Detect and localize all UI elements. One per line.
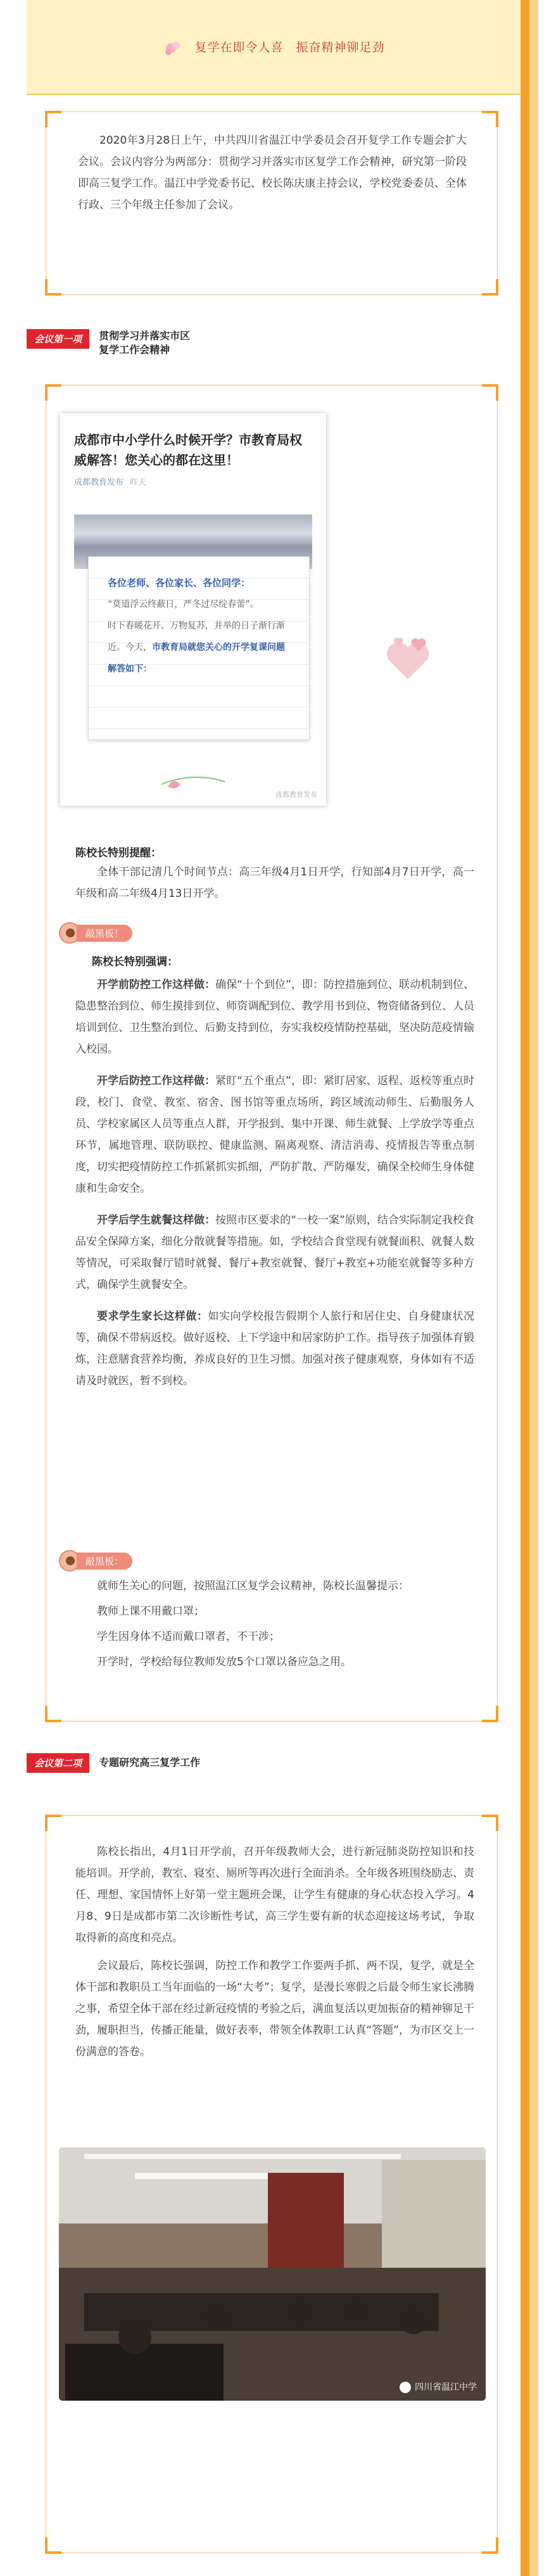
- emphasis-item-2: [75, 1070, 474, 1199]
- emphasis-item-4: [75, 1306, 474, 1392]
- part1-header: [27, 329, 190, 357]
- part1-title-line2: 复学工作会精神: [99, 344, 170, 356]
- reminder-heading: 陈校长特别提醒：: [75, 847, 161, 860]
- hearts-icon: [379, 628, 436, 689]
- tulip-icon: [155, 765, 231, 797]
- note-greeting: 各位老师、各位家长、各位同学：: [108, 577, 251, 589]
- part2-title: 专题研究高三复学工作: [99, 1756, 201, 1768]
- intro-paragraph: 2020年3月28日上午，中共四川省温江中学委员会召开复学工作专题会扩大会议。会议内容分为两部分：贯彻学习并落实市区复学工作会精神，研究第一阶段即高三复学工作。温江中学党委书记、校长陈庆康主持会议，学校党委委员、全体行政、三个年级主任参加了会议。: [78, 134, 467, 211]
- emphasis-item-4-text: 如实向学校报告假期个人旅行和居住史、自身健康状况等，确保不带病返校。做好返校、上下学途中和居家防护工作。指导孩子加强体育锻炼，注意膳食营养均衡，养成良好的卫生习惯。加强对孩子健康观察，身体如有不适请及时就医，暂不到校。: [75, 1310, 475, 1387]
- banner-title: 复学在即令人喜 振奋精神铆足劲: [194, 41, 385, 54]
- article-time: 昨天: [130, 478, 147, 487]
- care-line-3: 开学时，学校给每位教师发放5个口罩以备应急之用。: [97, 1656, 351, 1668]
- photo-watermark: [400, 2380, 477, 2393]
- part2-tag: 会议第二项: [27, 1753, 89, 1773]
- banner-title-row: [27, 38, 521, 57]
- side-decoration: [521, 0, 529, 2576]
- care-line-1: 教师上课不用戴口罩；: [97, 1605, 205, 1618]
- knock-board-badge-2: [59, 1550, 160, 1569]
- emphasis-list: [75, 974, 474, 1392]
- note-body-text: 时下春暖花开、万物复苏，并举的日子渐行渐近。今天，: [108, 621, 285, 653]
- knock-board-badge-1: [59, 922, 160, 941]
- emphasis-heading: 陈校长特别强调：: [92, 956, 178, 968]
- part2-card: [46, 1815, 498, 2553]
- part1-tag: 会议第一项: [27, 329, 89, 349]
- part1-card: [46, 385, 498, 1722]
- part2-text: [75, 1841, 474, 2063]
- note-body: [108, 615, 290, 680]
- emphasis-item-1: [75, 974, 474, 1060]
- note-link: 市教育局就您关心的开学复课问题解答如下：: [108, 642, 285, 674]
- emphasis-item-3-lead: 开学后学生就餐这样做：: [97, 1214, 216, 1227]
- emphasis-item-4-lead: 要求学生家长这样做：: [97, 1310, 208, 1323]
- side-decoration-light: [529, 0, 538, 2576]
- article-note-card: [88, 556, 310, 740]
- emphasis-item-1-text: 确保“十个到位”，即：防控措施到位、联动机制到位、隐患整治到位、师生摸排到位、师资调配到位、教学用书到位、物资储备到位、人员培训到位、卫生整治到位、后勤支持到位，夯实我校疫情防控基础，坚决防范疫情输入校园。: [75, 979, 474, 1056]
- flower-icon: [162, 39, 185, 57]
- article-watermark: 成都教育发布: [275, 791, 317, 799]
- emphasis-item-2-lead: 开学后防控工作这样做：: [97, 1075, 216, 1087]
- photo-watermark-text: 四川省温江中学: [415, 2382, 477, 2392]
- badge-1-label: 敲黑板！: [77, 925, 132, 942]
- emphasis-item-3-text: 按照市区要求的“一校一案”原则，结合实际制定我校食品安全保障方案，细化分散就餐等措施。如，学校结合食堂现有就餐面积、就餐人数等情况，可采取餐厅错时就餐、餐厅+教室就餐、餐厅+教室+功能室就餐等多种方式，确保学生就餐安全。: [75, 1214, 474, 1291]
- part1-title: [99, 329, 190, 357]
- care-line-2: 学生因身体不适而戴口罩者，不干涉；: [97, 1630, 280, 1643]
- header-banner: [27, 0, 521, 95]
- emphasis-item-2-text: 紧盯“五个重点”，即：紧盯居家、返程、返校等重点时段，校门、食堂、教室、宿舍、图书馆等重点场所，跨区域流动师生、后勤服务人员、学校家属区人员等重点人群，开学报到、集中开课、师生就餐、上学放学等重点环节，属地管理、联防联控、健康监测、隔离观察、清洁消毒、疫情报告等重点制度，切实把疫情防控工作抓紧抓实抓细，严防扩散、严防爆发，确保全校师生身体健康和生命安全。: [75, 1075, 474, 1195]
- note-quote: “莫道浮云终蔽日，严冬过尽绽春蕾”。: [108, 599, 259, 610]
- part1-title-line1: 贯彻学习并落实市区: [99, 330, 191, 342]
- meeting-photo: [59, 2148, 486, 2401]
- badge-2-label: 敲黑板：: [77, 1553, 132, 1570]
- article-source[interactable]: 成都教育发布: [74, 478, 124, 487]
- emphasis-item-1-lead: 开学前防控工作这样做：: [97, 979, 216, 991]
- care-section: [75, 1575, 474, 1673]
- intro-card: [46, 111, 498, 295]
- meeting-room-image: [59, 2148, 486, 2401]
- article-title[interactable]: 成都市中小学什么时候开学？市教育局权威解答！您关心的都在这里！: [74, 432, 302, 468]
- part2-paragraph-1: 陈校长指出，4月1日开学前，召开年级教师大会，进行新冠肺炎防控知识和技能培训。开学前，教室、寝室、厕所等再次进行全面消杀。全年级各班围绕励志、责任、理想、家国情怀上好第一堂主题班会课，让学生有健康的身心状态投入学习。4月8、9日是成都市第二次诊断性考试，高三学生要有新的状态迎接这场考试，争取取得新的高度和亮点。: [75, 1846, 474, 1944]
- care-text: 就师生关心的问题，按照温江区复学会议精神，陈校长温馨提示：: [97, 1580, 409, 1592]
- wechat-icon: [400, 2382, 411, 2393]
- article-meta: [74, 475, 308, 487]
- emphasis-item-3: [75, 1210, 474, 1296]
- part2-header: [27, 1753, 200, 1773]
- reminder-text: 全体干部记清几个时间节点：高三年级4月1日开学，行知部4月7日开学，高一年级和高二年级4月13日开学。: [75, 866, 474, 900]
- article-screenshot[interactable]: [60, 413, 326, 806]
- part2-paragraph-2: 会议最后，陈校长强调，防控工作和教学工作要两手抓、两不误，复学，就是全体干部和教职员工当年面临的一场“大考”；复学，是漫长寒假之后最令师生家长沸腾之事，希望全体干部在经过新冠疫情的考验之后，满血复活以更加振奋的精神铆足干劲，履职担当，传播正能量，做好表率，带领全体教职工认真“答题”，为市区交上一份满意的答卷。: [75, 1960, 474, 2058]
